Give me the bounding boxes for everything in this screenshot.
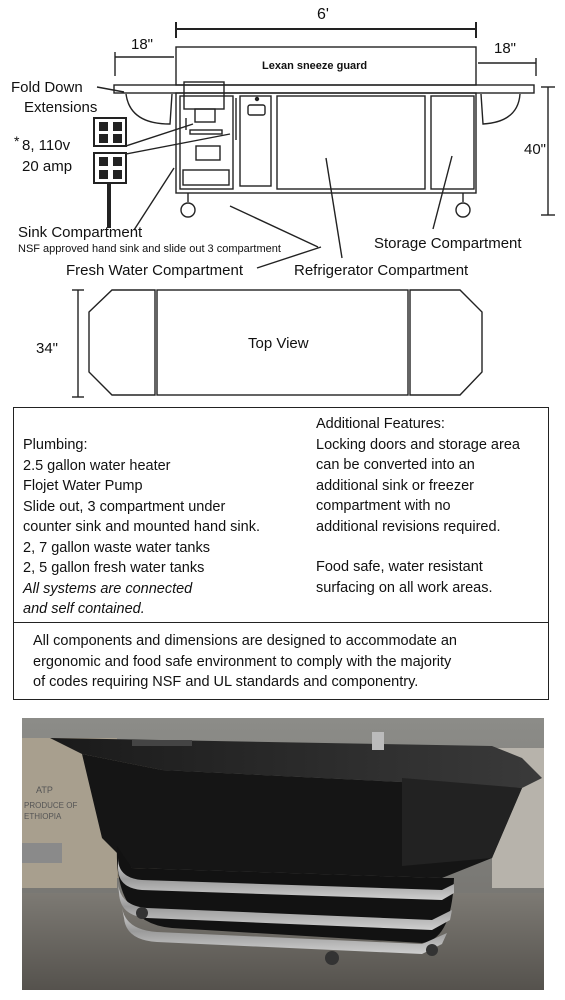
storage-compartment-label: Storage Compartment [374,235,522,252]
plumbing-italic-line: and self contained. [23,601,145,617]
plumbing-line: Flojet Water Pump [23,478,143,494]
surfacing-line: Food safe, water resistant [316,559,483,575]
plumbing-list [23,435,260,620]
box-text: PRODUCE OF [24,801,78,810]
dim-depth: 34" [36,340,59,357]
additional-features-list [316,414,520,598]
additional-line: additional sink or freezer [316,477,474,494]
plumbing-line: 2, 5 gallon fresh water tanks [23,560,205,576]
statement-line: of codes requiring NSF and UL standards and componentry. [33,674,419,690]
dim-ext-right: 18" [494,40,517,57]
surfacing-line: surfacing on all work areas. [316,579,493,596]
dim-width-top: 6' [317,6,329,23]
mobile-cart-photo [22,718,544,990]
plumbing-line: 2.5 gallon water heater [23,457,171,474]
sink-note: NSF approved hand sink and slide out 3 compartment [18,243,281,255]
top-view-label: Top View [248,335,309,352]
box-text: ATP [36,785,53,795]
dim-height: 40" [524,141,547,158]
plumbing-italic-line: All systems are connected [23,580,193,597]
sneeze-guard-label: Lexan sneeze guard [262,60,368,72]
statement-text [33,631,457,693]
dim-ext-left: 18" [131,36,154,53]
statement-line: ergonomic and food safe environment to comply with the majority [33,653,452,670]
additional-line: Additional Features: [316,416,445,432]
plumbing-line: Plumbing: [23,437,88,453]
outlets-label-1: 8, 110v [22,137,71,154]
features-box [13,407,549,624]
fold-down-label-1: Fold Down [11,79,83,96]
additional-line: additional revisions required. [316,518,501,535]
fresh-water-label: Fresh Water Compartment [66,262,243,279]
box-text: ETHIOPIA [24,812,62,821]
statement-line: All components and dimensions are designed to accommodate an [33,633,457,649]
additional-line: compartment with no [316,498,451,514]
additional-line: Locking doors and storage area [316,436,520,453]
outlets-asterisk: * [14,133,20,149]
statement-box [13,622,549,700]
fold-down-label-2: Extensions [24,99,98,116]
additional-line: can be converted into an [316,457,475,473]
plumbing-line: counter sink and mounted hand sink. [23,519,260,535]
refrigerator-label: Refrigerator Compartment [294,262,469,279]
plumbing-line: Slide out, 3 compartment under [23,498,226,515]
sink-compartment-label: Sink Compartment [18,224,143,241]
outlets-label-2: 20 amp [22,158,73,175]
plumbing-line: 2, 7 gallon waste water tanks [23,539,210,556]
